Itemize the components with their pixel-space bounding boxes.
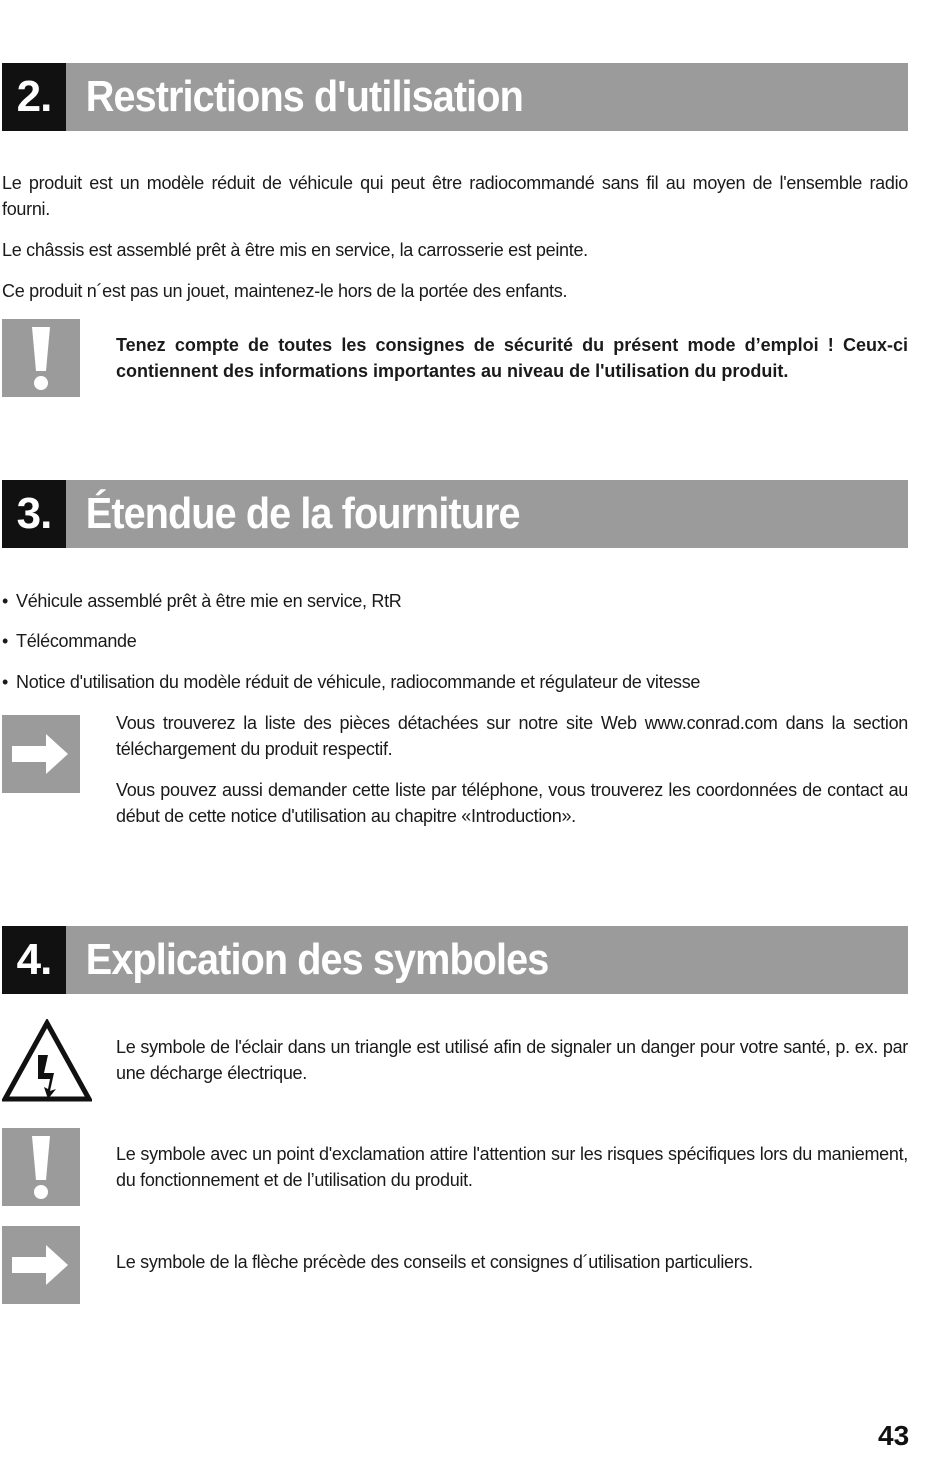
section-2-header (2, 63, 908, 131)
list-item-text: Véhicule assemblé prêt à être mie en service, RtR (16, 591, 402, 611)
lightning-symbol-description: Le symbole de l'éclair dans un triangle est utilisé afin de signaler un danger pour votre santé, p. ex. par une décharge électrique. (116, 1037, 908, 1083)
bullet-dot: • (2, 631, 9, 651)
list-item-text: Télécommande (16, 631, 137, 651)
page-number: 43 (878, 1420, 910, 1451)
section-2-paragraph-3: Ce produit n´est pas un jouet, maintenez-le hors de la portée des enfants. (2, 281, 568, 301)
list-item (2, 669, 908, 695)
section-2-paragraph-2: Le châssis est assemblé prêt à être mis en service, la carrosserie est peinte. (2, 240, 588, 260)
section-4-number: 4. (2, 926, 66, 994)
bullet-dot: • (2, 672, 9, 692)
arrow-right-icon (2, 1226, 80, 1304)
safety-note: Tenez compte de toutes les consignes de sécurité du présent mode d’emploi ! Ceux-ci contiennent des informations importantes au niveau de l'utilisation du produit. (116, 335, 908, 381)
section-3-number: 3. (2, 480, 66, 548)
section-3-title: Étendue de la fourniture (85, 489, 520, 538)
section-2-title: Restrictions d'utilisation (85, 72, 523, 121)
arrow-symbol-description: Le symbole de la flèche précède des conseils et consignes d´utilisation particuliers. (116, 1252, 753, 1272)
exclamation-icon (2, 1128, 80, 1206)
section-2-number: 2. (2, 63, 66, 131)
section-4-title: Explication des symboles (85, 935, 549, 984)
list-item (2, 628, 908, 654)
spare-parts-note: Vous trouverez la liste des pièces détachées sur notre site Web www.conrad.com dans la section téléchargement du produit respectif. (116, 713, 908, 759)
lightning-warning-icon (2, 1019, 92, 1103)
section-2-paragraph-1: Le produit est un modèle réduit de véhicule qui peut être radiocommandé sans fil au moyen de l'ensemble radio fourni. (2, 173, 908, 219)
list-item-text: Notice d'utilisation du modèle réduit de véhicule, radiocommande et régulateur de vitesse (16, 672, 701, 692)
list-item (2, 588, 908, 614)
bullet-dot: • (2, 591, 9, 611)
exclamation-icon (2, 319, 80, 397)
section-4-header (2, 926, 908, 994)
exclamation-symbol-description: Le symbole avec un point d'exclamation attire l'attention sur les risques spécifiques lors du maniement, du fonctionnement et de l’utilisation du produit. (116, 1144, 908, 1190)
arrow-right-icon (2, 715, 80, 793)
phone-note: Vous pouvez aussi demander cette liste par téléphone, vous trouverez les coordonnées de contact au début de cette notice d'utilisation au chapitre «Introduction». (116, 780, 908, 826)
section-3-header (2, 480, 908, 548)
